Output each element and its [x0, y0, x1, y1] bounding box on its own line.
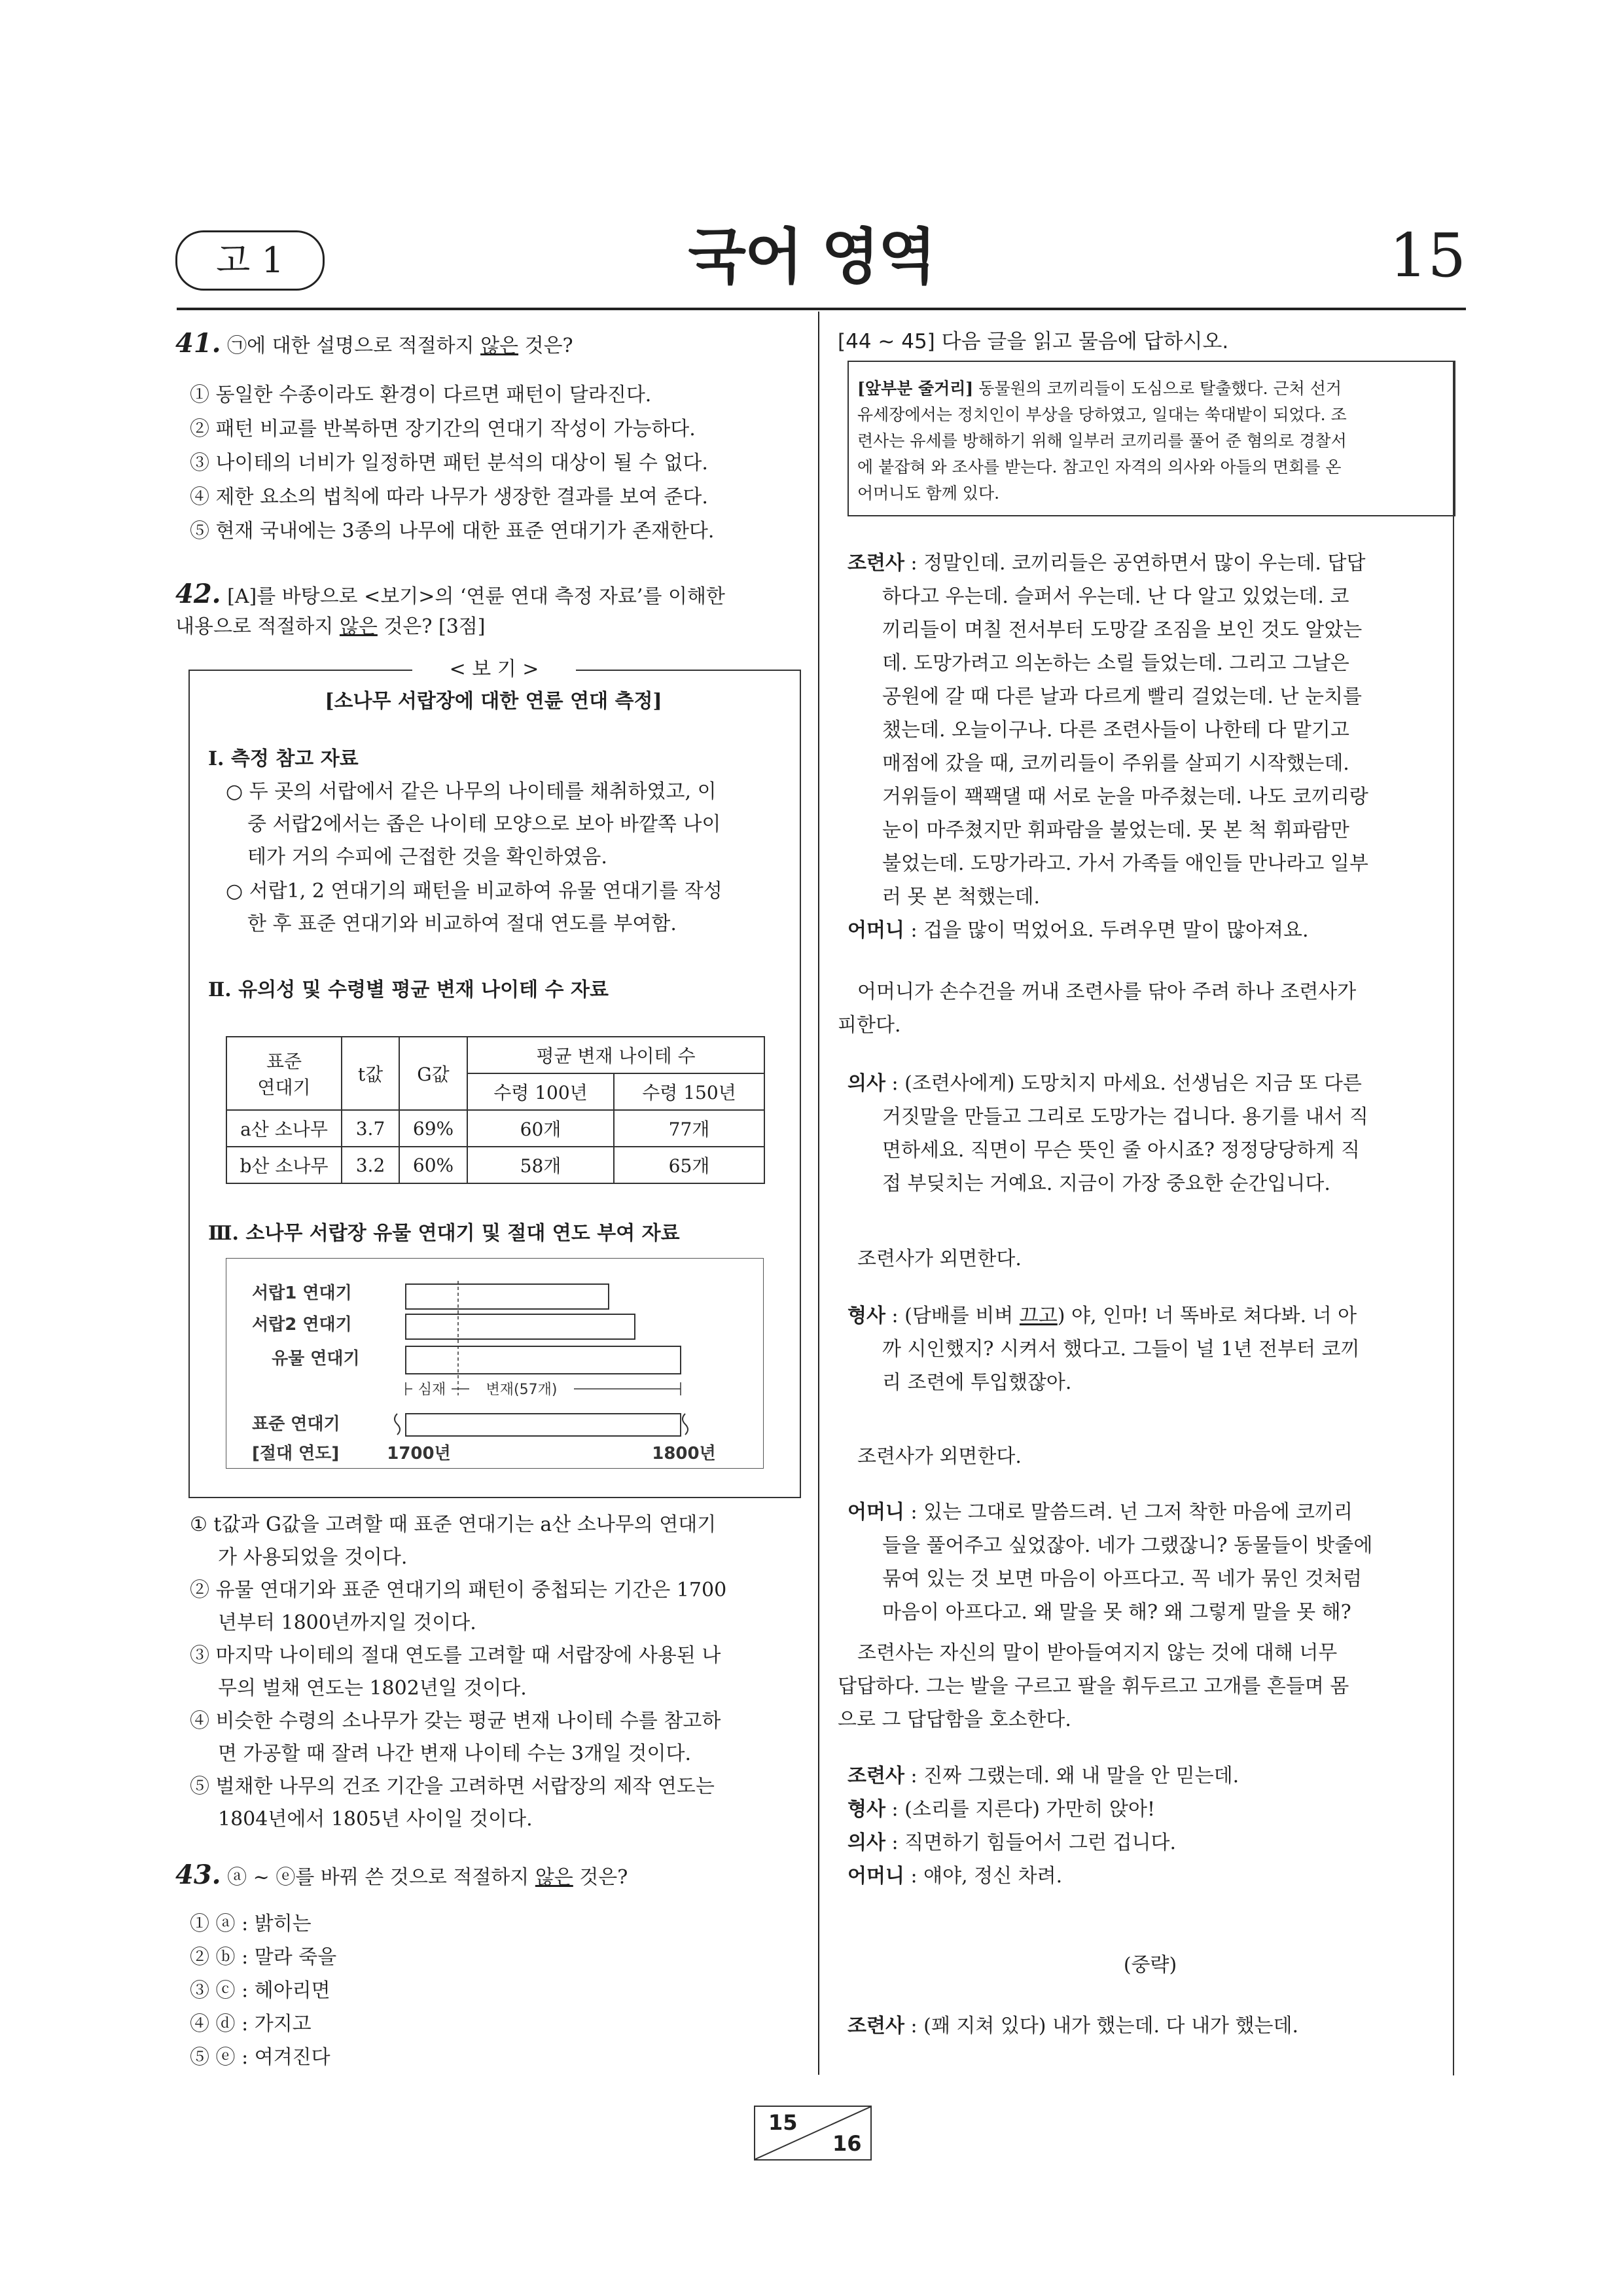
q43-prompt-underline: 않은	[535, 1866, 573, 1889]
speaker-doctor: 의사	[847, 1072, 885, 1095]
dialogue-line: : (꽤 지쳐 있다) 내가 했는데. 다 내가 했는데.	[904, 2015, 1299, 2037]
q41-option-5[interactable]: ⑤ 현재 국내에는 3종의 나무에 대한 표준 연대기가 존재한다.	[190, 520, 715, 543]
stage-line: 어머니가 손수건을 꺼내 조련사를 닦아 주려 하나 조련사가	[857, 980, 1357, 1003]
drawer2-bar	[406, 1314, 635, 1339]
speaker-detective: 형사	[847, 1798, 885, 1821]
dialogue-line: 면하세요. 직면이 무슨 뜻인 줄 아시죠? 정정당당하게 직	[882, 1139, 1360, 1162]
q42-number: 42.	[175, 579, 221, 609]
section1-item1-line3: 테가 거의 수피에 근접한 것을 확인하였음.	[247, 846, 607, 869]
q42-prompt-line1	[175, 578, 725, 613]
q41-prompt-underline: 않은	[480, 334, 519, 357]
summary-line: 동물원의 코끼리들이 도심으로 탈출했다. 근처 선거	[973, 379, 1342, 398]
dialogue-line: 눈이 마주쳤지만 휘파람을 불었는데. 못 본 척 휘파람만	[882, 819, 1349, 842]
dialogue-line: ) 야, 인마! 너 똑바로 쳐다봐. 너 아	[1057, 1304, 1357, 1327]
q43-option-1[interactable]: ① ⓐ : 밝히는	[190, 1912, 312, 1935]
standard-bar	[406, 1414, 681, 1436]
q42-option-4-cont: 면 가공할 때 잘려 나간 변재 나이테 수는 3개일 것이다.	[218, 1742, 692, 1765]
q43-option-4[interactable]: ④ ⓓ : 가지고	[190, 2013, 312, 2036]
diagram-label-drawer2: 서랍2 연대기	[252, 1315, 352, 1335]
dialogue-line: : 직면하기 힘들어서 그런 겁니다.	[885, 1831, 1177, 1854]
speaker-mother: 어머니	[847, 1501, 904, 1524]
dialogue-underline: 끄고	[1019, 1304, 1058, 1327]
column-divider	[818, 312, 819, 2075]
dialogue-line: 공원에 갈 때 다른 날과 다르게 빨리 걸었는데. 난 눈치를	[882, 685, 1362, 708]
q41-option-4[interactable]: ④ 제한 요소의 법칙에 따라 나무가 생장한 결과를 보여 준다.	[190, 486, 708, 509]
dialogue-10	[847, 2009, 1298, 2043]
q41-prompt-text: ㉠에 대한 설명으로 적절하지	[227, 334, 481, 357]
q42-prompt-text-2: 내용으로 적절하지	[175, 615, 340, 638]
page-title: 국어 영역	[688, 222, 935, 292]
stage-direction-3: 조련사가 외면한다.	[857, 1445, 1022, 1468]
passage-right-rule	[1453, 361, 1454, 2075]
core-label: 심재	[418, 1382, 446, 1398]
footer-current-page: 15	[768, 2110, 798, 2135]
summary-line: 어머니도 함께 있다.	[857, 484, 1000, 503]
dialogue-line: 마음이 아프다고. 왜 말을 못 해? 왜 그렇게 말을 못 해?	[882, 1601, 1351, 1624]
dialogue-line: 챘는데. 오늘이구나. 다른 조련사들이 나한테 다 맡기고	[882, 719, 1349, 742]
section3-title: Ⅲ. 소나무 서랍장 유물 연대기 및 절대 연도 부여 자료	[208, 1222, 680, 1245]
grade-badge: 고 1	[175, 230, 325, 291]
dialogue-line: : 있는 그대로 말씀드려. 넌 그저 착한 마음에 코끼리	[904, 1501, 1353, 1524]
chronology-diagram	[226, 1258, 764, 1469]
dialogue-line: 데. 도망가려고 의논하는 소릴 들었는데. 그리고 그날은	[882, 652, 1349, 675]
table-header-g: G값	[399, 1037, 467, 1110]
q42-option-1-cont: 가 사용되었을 것이다.	[218, 1546, 408, 1569]
dialogue-line: 거위들이 꽥꽥댈 때 서로 눈을 마주쳤는데. 나도 코끼리랑	[882, 785, 1368, 808]
q43-prompt-end: 것은?	[573, 1866, 628, 1889]
dialogue-line: : 겁을 많이 먹었어요. 두려우면 말이 많아져요.	[904, 919, 1309, 942]
summary-label: [앞부분 줄거리]	[857, 379, 974, 398]
dialogue-line: 까 시인했지? 시켜서 했다고. 그들이 널 1년 전부터 코끼	[882, 1338, 1360, 1361]
dialogue-line: : 얘야, 정신 차려.	[904, 1865, 1063, 1888]
header-standard-line1: 표준	[266, 1050, 302, 1072]
q42-option-3-cont: 무의 벌채 연도는 1802년일 것이다.	[218, 1677, 527, 1700]
stage-direction-4	[838, 1636, 1349, 1736]
q42-option-4[interactable]: ④ 비슷한 수령의 소나무가 갖는 평균 변재 나이테 수를 참고하	[190, 1710, 721, 1732]
table-cell: 3.7	[342, 1110, 399, 1147]
dialogue-line: 묶여 있는 것 보면 마음이 아프다고. 꼭 네가 묶인 것처럼	[882, 1568, 1362, 1590]
summary-line: 유세장에서는 정치인이 부상을 당하였고, 일대는 쑥대밭이 되었다. 조	[857, 405, 1347, 424]
section1-item2-line1: ○ 서랍1, 2 연대기의 패턴을 비교하여 유물 연대기를 작성	[226, 880, 722, 903]
section1-title: Ⅰ. 측정 참고 자료	[208, 747, 359, 770]
speaker-detective: 형사	[847, 1304, 885, 1327]
summary-line: 련사는 유세를 방해하기 위해 일부러 코끼리를 풀어 준 혐의로 경찰서	[857, 431, 1347, 450]
dialogue-line: 매점에 갔을 때, 코끼리들이 주위를 살피기 시작했는데.	[882, 752, 1349, 775]
section1-item1-line1: ○ 두 곳의 서랍에서 같은 나무의 나이테를 채취하였고, 이	[226, 780, 717, 803]
stage-line: 으로 그 답답함을 호소한다.	[838, 1708, 1071, 1731]
table-cell: 69%	[399, 1110, 467, 1147]
table-header-100: 수령 100년	[467, 1073, 614, 1110]
q41-number: 41.	[175, 328, 221, 359]
dialogue-line: : 정말인데. 코끼리들은 공연하면서 많이 우는데. 답답	[904, 552, 1366, 575]
dialogue-line: 리 조련에 투입했잖아.	[882, 1371, 1072, 1394]
section2-title: Ⅱ. 유의성 및 수령별 평균 변재 나이테 수 자료	[208, 978, 609, 1001]
q42-option-3[interactable]: ③ 마지막 나이테의 절대 연도를 고려할 때 서랍장에 사용된 나	[190, 1644, 721, 1667]
speaker-trainer: 조련사	[847, 552, 904, 575]
dialogue-3	[847, 1067, 1368, 1200]
speaker-mother: 어머니	[847, 919, 904, 942]
q41-prompt	[175, 327, 573, 363]
artifact-bar	[406, 1346, 681, 1374]
section1-item1-line2: 중 서랍2에서는 좁은 나이테 모양으로 보아 바깥쪽 나이	[247, 813, 721, 836]
dialogue-1	[847, 547, 1368, 947]
q42-prompt-underline: 않은	[339, 615, 378, 638]
dialogue-line: : 진짜 그랬는데. 왜 내 말을 안 믿는데.	[904, 1765, 1240, 1787]
header-rule	[177, 308, 1466, 310]
header-standard-line2: 연대기	[257, 1077, 311, 1098]
stage-line: 조련사는 자신의 말이 받아들여지지 않는 것에 대해 너무	[857, 1641, 1338, 1664]
q41-option-2[interactable]: ② 패턴 비교를 반복하면 장기간의 연대기 작성이 가능하다.	[190, 418, 696, 440]
q43-prompt-text: ⓐ ~ ⓔ를 바꿔 쓴 것으로 적절하지	[227, 1866, 535, 1889]
dialogue-line: 러 못 본 척했는데.	[882, 886, 1041, 908]
q42-prompt-end: 것은? [3점]	[377, 615, 486, 638]
speaker-trainer: 조련사	[847, 1765, 904, 1787]
diagram-label-drawer1: 서랍1 연대기	[252, 1283, 352, 1303]
bogi-label: < 보 기 >	[412, 656, 576, 683]
omission-mark: (중략)	[1123, 1954, 1177, 1977]
table-header-avg: 평균 변재 나이테 수	[467, 1037, 764, 1073]
sap-label: 변재(57개)	[486, 1382, 558, 1398]
summary-text	[857, 376, 1347, 507]
dialogue-6-9	[847, 1759, 1239, 1893]
drawer1-bar	[406, 1284, 609, 1309]
q43-prompt	[175, 1859, 628, 1894]
table-header-t: t값	[342, 1037, 399, 1110]
table-cell: 65개	[614, 1147, 764, 1183]
q41-option-3[interactable]: ③ 나이테의 너비가 일정하면 패턴 분석의 대상이 될 수 없다.	[190, 452, 708, 475]
q42-prompt-line2	[175, 611, 485, 643]
table-row	[226, 1110, 764, 1147]
table-cell: a산 소나무	[226, 1110, 342, 1147]
footer-total-pages: 16	[832, 2131, 862, 2156]
dialogue-line: 끼리들이 며칠 전서부터 도망갈 조짐을 보인 것도 알았는	[882, 619, 1363, 641]
table-header-150: 수령 150년	[614, 1073, 764, 1110]
summary-line: 에 붙잡혀 와 조사를 받는다. 참고인 자격의 의사와 아들의 면회를 온	[857, 457, 1342, 476]
dialogue-line: 불었는데. 도망가라고. 가서 가족들 애인들 만나라고 일부	[882, 852, 1368, 875]
q43-option-3[interactable]: ③ ⓒ : 헤아리면	[190, 1979, 330, 2002]
table-cell: 58개	[467, 1147, 614, 1183]
q42-option-2-cont: 년부터 1800년까지일 것이다.	[218, 1611, 476, 1634]
footer-page-box	[754, 2106, 872, 2161]
table-header-standard	[226, 1037, 342, 1110]
ring-data-table	[226, 1036, 765, 1184]
speaker-trainer: 조련사	[847, 2015, 904, 2037]
stage-direction-1	[838, 975, 1356, 1042]
diagram-label-standard: 표준 연대기	[252, 1414, 340, 1434]
page-number: 15	[1389, 221, 1466, 291]
table-cell: 60%	[399, 1147, 467, 1183]
q42-option-2[interactable]: ② 유물 연대기와 표준 연대기의 패턴이 중첩되는 기간은 1700	[190, 1579, 727, 1602]
dialogue-4	[847, 1299, 1360, 1399]
dialogue-line: : (조련사에게) 도망치지 마세요. 선생님은 지금 또 다른	[885, 1072, 1362, 1095]
speaker-mother: 어머니	[847, 1865, 904, 1888]
dialogue-5	[847, 1496, 1372, 1629]
table-cell: b산 소나무	[226, 1147, 342, 1183]
q43-option-2[interactable]: ② ⓑ : 말라 죽을	[190, 1946, 337, 1969]
q41-option-1[interactable]: ① 동일한 수종이라도 환경이 다르면 패턴이 달라진다.	[190, 384, 652, 406]
q41-prompt-end: 것은?	[518, 334, 573, 357]
q42-option-5[interactable]: ⑤ 벌채한 나무의 건조 기간을 고려하면 서랍장의 제작 연도는	[190, 1775, 715, 1798]
q43-option-5[interactable]: ⑤ ⓔ : 여겨진다	[190, 2046, 330, 2069]
q42-option-1[interactable]: ① t값과 G값을 고려할 때 표준 연대기는 a산 소나무의 연대기	[190, 1513, 717, 1536]
table-cell: 60개	[467, 1110, 614, 1147]
year-1700-label: 1700년	[387, 1444, 451, 1463]
q42-prompt-text: [A]를 바탕으로 <보기>의 ‘연륜 연대 측정 자료’를 이해한	[227, 585, 725, 608]
dialogue-line: 거짓말을 만들고 그리로 도망가는 겁니다. 용기를 내서 직	[882, 1105, 1368, 1128]
year-1800-label: 1800년	[652, 1444, 716, 1463]
stage-line: 피한다.	[838, 1014, 901, 1037]
dialogue-line: : (소리를 지른다) 가만히 앉아!	[885, 1798, 1156, 1821]
stage-direction-2: 조련사가 외면한다.	[857, 1247, 1022, 1270]
table-row	[226, 1147, 764, 1183]
q43-number: 43.	[175, 1859, 221, 1890]
speaker-doctor: 의사	[847, 1831, 885, 1854]
table-cell: 77개	[614, 1110, 764, 1147]
q42-option-5-cont: 1804년에서 1805년 사이일 것이다.	[218, 1808, 533, 1831]
table-cell: 3.2	[342, 1147, 399, 1183]
bogi-title: [소나무 서랍장에 대한 연륜 연대 측정]	[325, 690, 662, 713]
dialogue-line: 하다고 우는데. 슬퍼서 우는데. 난 다 알고 있었는데. 코	[882, 585, 1349, 608]
diagram-label-artifact: 유물 연대기	[272, 1349, 360, 1369]
dialogue-line: 접 부딪치는 거예요. 지금이 가장 중요한 순간입니다.	[882, 1172, 1330, 1195]
dialogue-line: : (담배를 비벼	[885, 1304, 1020, 1327]
dialogue-line: 들을 풀어주고 싶었잖아. 네가 그랬잖니? 동물들이 밧줄에	[882, 1534, 1373, 1557]
diagram-label-absolute-year: [절대 연도]	[252, 1444, 340, 1463]
section1-item2-line2: 한 후 표준 연대기와 비교하여 절대 연도를 부여함.	[247, 912, 677, 935]
stage-line: 답답하다. 그는 발을 구르고 팔을 휘두르고 고개를 흔들며 몸	[838, 1675, 1349, 1698]
passage-instruction: [44 ~ 45] 다음 글을 읽고 물음에 답하시오.	[838, 330, 1229, 353]
